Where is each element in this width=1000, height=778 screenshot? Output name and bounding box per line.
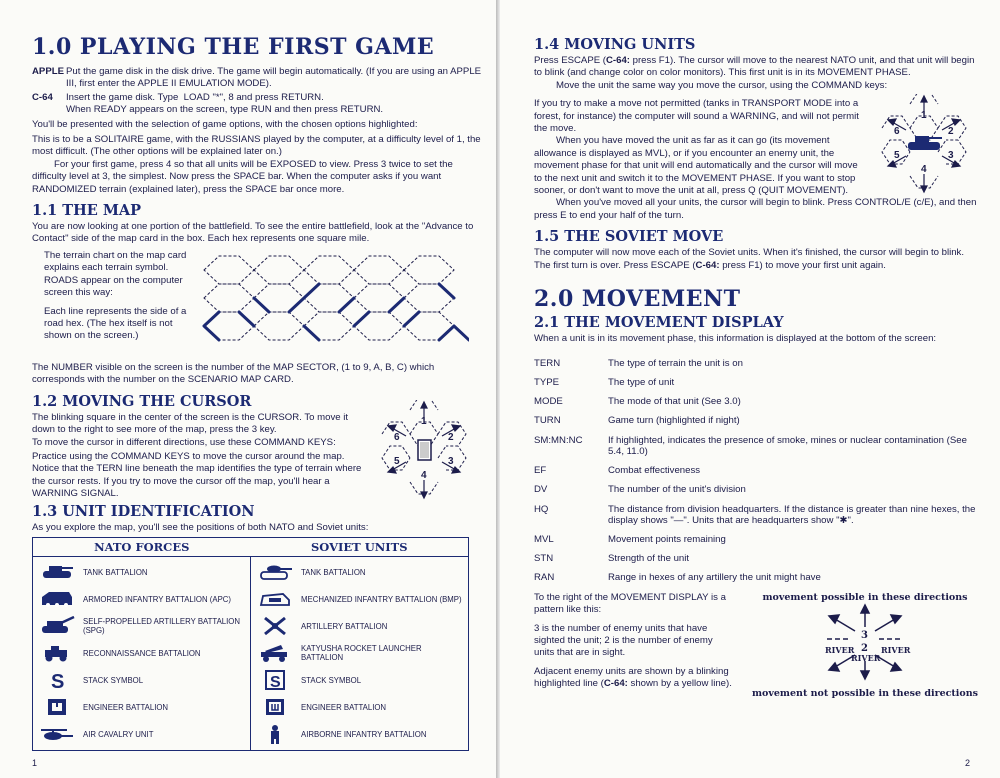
cursor-figure-row xyxy=(32,412,486,501)
list-item xyxy=(37,667,246,694)
right-page xyxy=(500,0,1000,778)
apple-label: APPLE xyxy=(32,66,64,77)
key-6: 6 xyxy=(394,431,400,443)
list-item xyxy=(255,613,464,640)
heading-2-0: 2.0 MOVEMENT xyxy=(534,286,741,313)
pattern-bottom-caption: movement not possible in these directions xyxy=(751,687,978,699)
key-4: 4 xyxy=(421,469,427,481)
soviet-stack-label: STACK SYMBOL xyxy=(301,675,362,685)
key-3: 3 xyxy=(448,455,454,467)
key-4: 4 xyxy=(921,164,927,176)
river-label: RIVER xyxy=(881,644,911,655)
river-label: RIVER xyxy=(851,652,881,663)
spg-icon xyxy=(37,615,77,637)
nato-spg-label: SELF-PROPELLED ARTILLERY BATTALION (SPG) xyxy=(83,617,241,636)
key-5: 5 xyxy=(894,150,900,162)
stack-symbol-icon xyxy=(37,669,77,691)
page-number: 2 xyxy=(964,758,970,768)
key-3: 3 xyxy=(948,150,954,162)
paragraph: When you have moved the unit as far as it can go (its movement allowance is displayed as MVL), or if you encounter an enemy unit, the movement phase for that unit will end automatically and the cursor will move to the next unit and switch it to the MOVEMENT PHASE. If you want to stop sooner, or don't want to move the unit at all, press Q (QUIT MOVEMENT). xyxy=(534,135,858,197)
paragraph: The NUMBER visible on the screen is the number of the MAP SECTOR, (1 to 9, A, B, C) which corresponds with the number on the SCENARIO MAP CARD. xyxy=(32,361,435,386)
pattern-in-sight-count: 2 xyxy=(861,642,868,654)
list-item xyxy=(255,721,464,748)
pattern-row xyxy=(534,592,980,699)
movement-display-table xyxy=(534,358,980,584)
table-row: TERN The type of terrain the unit is on xyxy=(534,357,743,369)
katyusha-icon xyxy=(255,642,295,664)
road-hex-map xyxy=(194,250,469,360)
table-row: TYPE The type of unit xyxy=(534,376,675,388)
paragraph: The blinking square in the center of the screen is the CURSOR. To move it down to the right to see more of the map, press the 3 key. xyxy=(32,411,349,436)
key-6: 6 xyxy=(894,126,900,138)
key-2: 2 xyxy=(948,126,954,138)
key-1: 1 xyxy=(421,415,427,427)
direction-pattern-figure xyxy=(765,603,965,683)
paragraph: You'll be presented with the selection of game options, with the chosen options highlighted: xyxy=(32,118,418,130)
apple-row xyxy=(32,66,486,91)
nato-tank-label: TANK BATTALION xyxy=(83,567,148,577)
nato-stack-label: STACK SYMBOL xyxy=(83,675,144,685)
list-item xyxy=(255,559,464,586)
svg-text:S: S xyxy=(270,674,281,691)
c64-label: C-64 xyxy=(32,91,53,103)
pattern-sighted-count: 3 xyxy=(861,629,868,641)
soviet-bmp-label: MECHANIZED INFANTRY BATTALION (BMP) xyxy=(301,594,462,604)
artillery-icon xyxy=(255,615,295,637)
pattern-top-caption: movement possible in these directions xyxy=(762,591,968,603)
nato-engineer-label: ENGINEER BATTALION xyxy=(83,702,169,712)
paragraph: Adjacent enemy units are shown by a blinking highlighted line (C-64: shown by a yellow line). xyxy=(534,665,732,690)
soviet-katyusha-label: KATYUSHA ROCKET LAUNCHER BATTALION xyxy=(301,644,422,663)
heading-1-4: 1.4 MOVING UNITS xyxy=(534,36,696,53)
nato-column xyxy=(33,556,251,750)
c64-text-1: Insert the game disk. Type LOAD "*", 8 and press RETURN. xyxy=(66,91,324,103)
recon-icon xyxy=(37,642,77,664)
list-item xyxy=(255,586,464,613)
list-item xyxy=(37,613,246,640)
unit-identification-table xyxy=(32,537,469,751)
list-item xyxy=(255,667,464,694)
nato-recon-label: RECONNAISSANCE BATTALION xyxy=(83,648,201,658)
soviet-stack-icon xyxy=(255,669,295,691)
list-item xyxy=(37,694,246,721)
paratrooper-icon xyxy=(255,723,295,745)
soviet-tank-label: TANK BATTALION xyxy=(301,567,366,577)
bmp-icon xyxy=(255,588,295,610)
apple-text: Put the game disk in the disk drive. The game will begin automatically. (If you are using an APPLE III, first enter the APPLE II EMULATION MODE). xyxy=(66,66,482,90)
soviet-engineer-icon xyxy=(255,696,295,718)
list-item xyxy=(255,694,464,721)
table-row: EF Combat effectiveness xyxy=(534,464,701,476)
paragraph: 3 is the number of enemy units that have sighted the unit; 2 is the number of enemy units that are in sight. xyxy=(534,622,713,659)
list-item xyxy=(37,559,246,586)
soviet-artillery-label: ARTILLERY BATTALION xyxy=(301,621,388,631)
soviet-header: SOVIET UNITS xyxy=(251,537,469,556)
heading-1-3: 1.3 UNIT IDENTIFICATION xyxy=(32,502,255,520)
moving-units-row xyxy=(534,98,980,197)
paragraph: You are now looking at one portion of the battlefield. To see the entire battlefield, look at the "Advance to Contact" side of the map card in the box. Each hex represents one square mile. xyxy=(32,221,474,245)
heading-2-1: 2.1 THE MOVEMENT DISPLAY xyxy=(534,314,784,332)
left-page xyxy=(0,0,496,778)
table-row: TURN Game turn (highlighted if night) xyxy=(534,415,740,427)
table-row: MODE The mode of that unit (See 3.0) xyxy=(534,396,741,408)
list-item xyxy=(37,640,246,667)
soviet-tank-icon xyxy=(255,561,295,583)
list-item xyxy=(37,721,246,748)
table-row: HQ The distance from division headquarters. If the distance is greater than nine hexes, the display shows "—". Units that are headquarters show "✱". xyxy=(534,503,976,526)
soviet-airborne-label: AIRBORNE INFANTRY BATTALION xyxy=(301,729,427,739)
table-row: STN Strength of the unit xyxy=(534,553,690,565)
paragraph: To move the cursor in different directions, use these COMMAND KEYS: xyxy=(32,436,336,448)
paragraph: The terrain chart on the map card explains each terrain symbol. ROADS appear on the computer screen this way: xyxy=(44,249,187,299)
list-item xyxy=(255,640,464,667)
table-row: RAN Range in hexes of any artillery the unit might have xyxy=(534,572,821,584)
helicopter-icon xyxy=(37,723,77,745)
paragraph: Move the unit the same way you move the cursor, using the COMMAND keys: xyxy=(556,79,888,91)
heading-1-0: 1.0 PLAYING THE FIRST GAME xyxy=(32,34,435,60)
paragraph: The computer will now move each of the Soviet units. When it's finished, the cursor will begin to blink. The first turn is over. Press ESCAPE (C-64: press F1) to move your first unit again. xyxy=(534,247,965,271)
heading-1-1: 1.1 THE MAP xyxy=(32,202,142,220)
river-label: RIVER xyxy=(825,644,855,655)
paragraph: If you try to make a move not permitted (tanks in TRANSPORT MODE into a forest, for instance) the computer will sound a WARNING, and will not permit the move. xyxy=(534,98,859,135)
soviet-column xyxy=(251,556,469,750)
paragraph: For your first game, press 4 so that all units will be EXPOSED to view. Press 3 twice to set the difficulty level at 3, the simplest. Now press the SPACE bar. When the computer asks if you want RANDOMIZED terrain (explained later), press the SPACE bar once more. xyxy=(32,158,453,195)
paragraph: When a unit is in its movement phase, this information is displayed at the bottom of the screen: xyxy=(534,333,937,345)
soviet-engineer-label: ENGINEER BATTALION xyxy=(301,702,387,712)
page-number: 1 xyxy=(32,758,38,768)
paragraph: As you explore the map, you'll see the positions of both NATO and Soviet units: xyxy=(32,521,369,533)
c64-text-2: When READY appears on the screen, type RUN and then press RETURN. xyxy=(66,104,384,116)
paragraph: To the right of the MOVEMENT DISPLAY is a pattern like this: xyxy=(534,591,726,616)
table-row: SM:MN:NC If highlighted, indicates the presence of smoke, mines or nuclear contamination (See 5.4, 11.0) xyxy=(534,434,967,457)
paragraph: Each line represents the side of a road hex. (The hex itself is not shown on the screen.) xyxy=(44,305,187,342)
paragraph: Practice using the COMMAND KEYS to move the cursor around the map. Notice that the TERN line beneath the map identifies the type of terrain where the cursor rests. If you try to move the cursor off the map, you'll hear a WARNING SIGNAL. xyxy=(32,450,362,500)
command-keys-hex-figure xyxy=(372,400,472,500)
c64-row xyxy=(32,92,486,117)
key-5: 5 xyxy=(394,455,400,467)
svg-text:S: S xyxy=(51,671,65,691)
heading-1-2: 1.2 MOVING THE CURSOR xyxy=(32,392,252,410)
tank-icon xyxy=(37,561,77,583)
direction-pattern xyxy=(750,592,980,699)
key-2: 2 xyxy=(448,431,454,443)
table-row: MVL Movement points remaining xyxy=(534,533,726,545)
engineer-icon xyxy=(37,696,77,718)
nato-apc-label: ARMORED INFANTRY BATTALION (APC) xyxy=(83,594,232,604)
key-1: 1 xyxy=(921,110,927,122)
apc-icon xyxy=(37,588,77,610)
road-figure-row xyxy=(32,250,486,360)
nato-air-cav-label: AIR CAVALRY UNIT xyxy=(83,729,154,739)
unit-move-hex-figure xyxy=(872,94,972,194)
list-item xyxy=(37,586,246,613)
nato-header: NATO FORCES xyxy=(33,537,251,556)
heading-1-5: 1.5 THE SOVIET MOVE xyxy=(534,228,724,246)
table-row: DV The number of the unit's division xyxy=(534,484,746,496)
paragraph: When you've moved all your units, the cursor will begin to blink. Press CONTROL/E (c/E), and then press E to end your half of the turn. xyxy=(534,197,977,221)
paragraph: Press ESCAPE (C-64: press F1). The cursor will move to the nearest NATO unit, and that unit will begin to blink (and change color on color monitors). This first unit is in its MOVEMENT PHASE. xyxy=(534,55,975,79)
paragraph: This is to be a SOLITAIRE game, with the RUSSIANS played by the computer, at a difficulty level of 1, the most difficult. (The other options will be explained later on.) xyxy=(32,134,481,158)
